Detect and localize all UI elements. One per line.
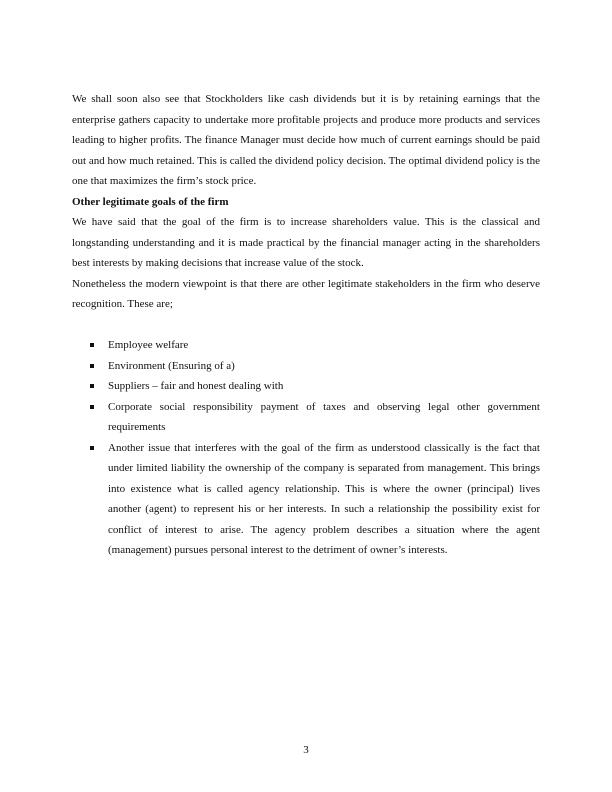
paragraph-stakeholders: Nonetheless the modern viewpoint is that there are other legitimate stakeholders in the firm who deserve recognition. These are; [72, 277, 540, 310]
square-bullet-icon [90, 446, 94, 450]
list-item [72, 356, 540, 377]
list-item [72, 397, 540, 438]
list-item-text: Environment (Ensuring of a) [108, 359, 235, 372]
list-item-text: Employee welfare [108, 339, 189, 351]
paragraph-dividend-policy: We shall soon also see that Stockholders like cash dividends but it is by retaining earnings that the enterprise gathers capacity to undertake more profitable projects and produce more products and services leading to higher profits. The finance Manager must decide how much of current earnings should be paid out and how much retained. This is called the dividend policy decision. The optimal dividend policy is the one that maximizes the firm’s stock price. [72, 93, 540, 187]
square-bullet-icon [90, 364, 94, 368]
list-item [72, 376, 540, 397]
blank-line [72, 315, 540, 336]
section-heading: Other legitimate goals of the firm [72, 195, 229, 208]
paragraph-shareholder-value: We have said that the goal of the firm is to increase shareholders value. This is the classical and longstanding understanding and it is made practical by the financial manager acting in the shareholders best interests by making decisions that increase value of the stock. [72, 216, 540, 269]
square-bullet-icon [90, 343, 94, 347]
list-item [72, 335, 540, 356]
page-number: 3 [303, 744, 309, 756]
square-bullet-icon [90, 405, 94, 409]
document-page [72, 89, 540, 561]
list-item-text: Suppliers – fair and honest dealing with [108, 380, 284, 392]
stakeholder-list [72, 335, 540, 561]
list-item [72, 438, 540, 561]
list-item-text: Another issue that interferes with the goal of the firm as understood classically is the fact that under limited liability the ownership of the company is separated from management. This brings into existence what is called agency relationship. This is where the owner (principal) lives another (agent) to represent his or her interests. In such a relationship the possibility exist for conflict of interest to arise. The agency problem describes a situation where the agent (management) pursues personal interest to the detriment of owner’s interests. [108, 441, 540, 556]
list-item-text: Corporate social responsibility payment of taxes and observing legal other government requirements [108, 400, 540, 433]
square-bullet-icon [90, 384, 94, 388]
